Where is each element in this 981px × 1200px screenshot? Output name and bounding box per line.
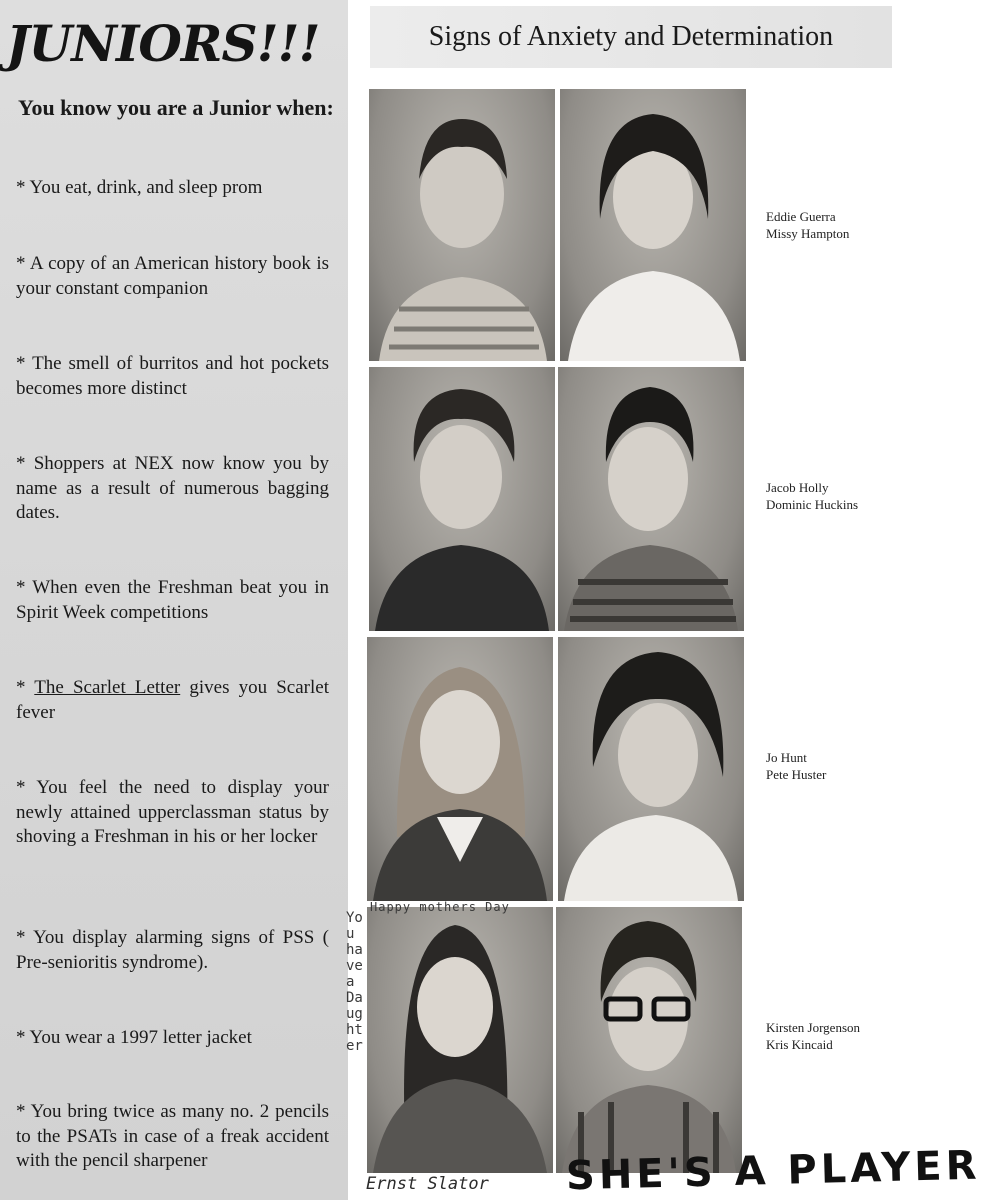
list-item: * You feel the need to display your newly attained upperclassman status by shoving a Freshman in his or her locker <box>16 777 329 847</box>
portrait-photo <box>558 367 744 631</box>
person-silhouette-icon <box>369 89 555 361</box>
student-name: Kris Kincaid <box>766 1037 833 1052</box>
student-name: Kirsten Jorgenson <box>766 1020 861 1035</box>
student-name: Eddie Guerra <box>766 209 836 224</box>
list-item: * A copy of an American history book is your constant companion <box>16 253 329 299</box>
list-item: * The smell of burritos and hot pockets becomes more distinct <box>16 353 329 399</box>
portrait-photo <box>369 89 555 361</box>
portrait-photo <box>558 637 744 901</box>
list-item: * You eat, drink, and sleep prom <box>16 177 263 198</box>
person-silhouette-icon <box>367 637 553 901</box>
portrait-photo <box>560 89 746 361</box>
name-pair <box>766 479 900 513</box>
list-item: * You display alarming signs of PSS ( Pre-senioritis syndrome). <box>16 927 329 973</box>
name-pair <box>766 208 900 242</box>
student-name: Jacob Holly <box>766 480 829 495</box>
section-title: Signs of Anxiety and Determination <box>370 6 892 68</box>
person-silhouette-icon <box>560 89 746 361</box>
name-pair <box>766 749 900 783</box>
student-name: Jo Hunt <box>766 750 807 765</box>
book-title: The Scarlet Letter <box>34 677 181 698</box>
student-name: Missy Hampton <box>766 226 850 241</box>
person-silhouette-icon <box>369 367 555 631</box>
list-item: * You bring twice as many no. 2 pencils to the PSATs in case of a freak accident with the pencil sharpener <box>16 1101 329 1171</box>
handwritten-note-top: Happy mothers Day <box>370 900 510 914</box>
portrait-photo <box>556 907 742 1173</box>
handwritten-signature: Ernst Slator <box>366 1174 489 1194</box>
portrait-photo <box>367 907 553 1173</box>
list-item-prefix: * <box>16 677 35 698</box>
student-name: Pete Huster <box>766 767 827 782</box>
person-silhouette-icon <box>558 367 744 631</box>
handwritten-note-player: SHE'S A PLAYER <box>565 1142 981 1200</box>
intro-text: You know you are a Junior when: <box>18 95 334 120</box>
person-silhouette-icon <box>556 907 742 1173</box>
person-silhouette-icon <box>558 637 744 901</box>
list-item: * You wear a 1997 letter jacket <box>16 1027 252 1048</box>
portrait-photo <box>369 367 555 631</box>
list-item: * When even the Freshman beat you in Spirit Week competitions <box>16 577 329 623</box>
name-pair <box>766 1019 900 1053</box>
left-panel <box>0 0 348 1200</box>
student-name: Dominic Huckins <box>766 497 859 512</box>
handwritten-note-vertical: You have a Daughter <box>346 910 363 1054</box>
list-item-suffix: gives you Scarlet fever <box>16 677 329 723</box>
list-item: * Shoppers at NEX now know you by name as a result of numerous bagging dates. <box>16 453 329 523</box>
portrait-photo <box>367 637 553 901</box>
list-item <box>16 676 329 725</box>
page-heading: JUNIORS!!! <box>6 14 320 73</box>
person-silhouette-icon <box>367 907 553 1173</box>
